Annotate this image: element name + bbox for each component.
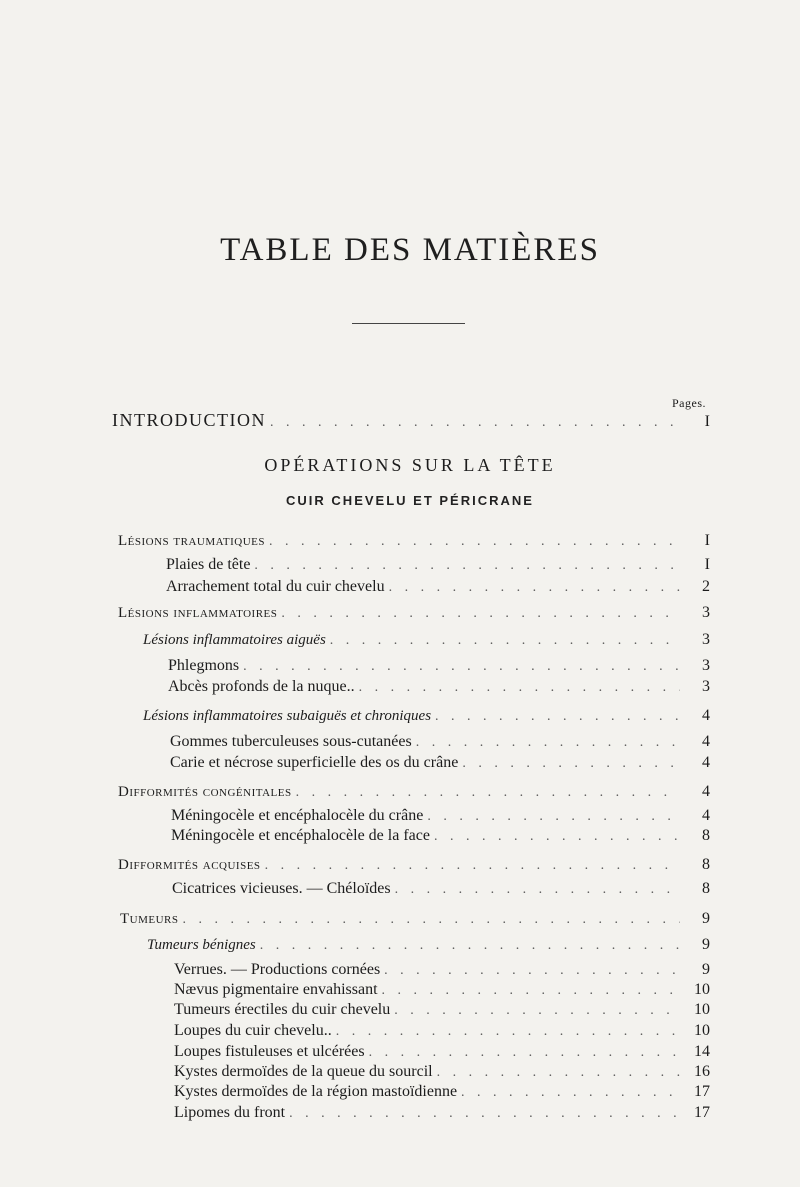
- toc-entry-label: Plaies de tête: [166, 556, 251, 573]
- toc-entry-label: Tumeurs: [120, 911, 179, 927]
- title-divider: [352, 323, 465, 324]
- dot-leader: [461, 1083, 680, 1103]
- toc-entry-page: 4: [702, 707, 710, 724]
- toc-entry-label: Carie et nécrose superficielle des os du crâne: [170, 754, 459, 771]
- toc-entry-label: Abcès profonds de la nuque..: [168, 678, 355, 695]
- toc-entry: [143, 706, 710, 727]
- toc-entry: [174, 1000, 710, 1021]
- dot-leader: [289, 1104, 680, 1124]
- toc-entry-label: Méningocèle et encéphalocèle du crâne: [171, 807, 424, 824]
- toc-entry-page: I: [704, 556, 710, 573]
- dot-leader: [416, 733, 680, 753]
- toc-entry: [118, 782, 710, 803]
- toc-entry: [174, 1103, 710, 1124]
- toc-entry: [143, 630, 710, 651]
- toc-entry-page: 9: [702, 910, 710, 927]
- toc-entry: [174, 960, 710, 981]
- dot-leader: [269, 532, 680, 552]
- dot-leader: [437, 1063, 680, 1083]
- toc-entry-page: 2: [702, 578, 710, 595]
- page-title: TABLE DES MATIÈRES: [220, 232, 600, 268]
- dot-leader: [260, 936, 680, 956]
- toc-entry: [166, 577, 710, 598]
- toc-entry-page: I: [704, 413, 710, 430]
- toc-entry: [147, 935, 710, 956]
- toc-entry-label: Tumeurs bénignes: [147, 937, 256, 953]
- toc-entry-page: 14: [694, 1043, 710, 1060]
- dot-leader: [369, 1043, 680, 1063]
- toc-entry: [170, 753, 710, 774]
- toc-entry-page: 3: [702, 678, 710, 695]
- toc-entry-page: 4: [702, 733, 710, 750]
- section-title: OPÉRATIONS SUR LA TÊTE: [264, 455, 556, 475]
- toc-entry-page: 8: [702, 827, 710, 844]
- toc-entry-page: 9: [702, 936, 710, 953]
- toc-entry-page: 3: [702, 604, 710, 621]
- toc-entry-page: 4: [702, 807, 710, 824]
- toc-entry-page: 8: [702, 880, 710, 897]
- toc-entry-label: Lipomes du front: [174, 1104, 286, 1121]
- toc-entry-label: Verrues. — Productions cornées: [174, 961, 381, 978]
- toc-entry-page: 4: [702, 754, 710, 771]
- toc-entry-page: 9: [702, 961, 710, 978]
- toc-entry-page: 10: [694, 981, 710, 998]
- toc-entry: [174, 980, 710, 1001]
- dot-leader: [296, 783, 680, 803]
- dot-leader: [254, 556, 680, 576]
- toc-entry-label: Difformités acquises: [118, 857, 261, 873]
- toc-entry-page: 10: [694, 1001, 710, 1018]
- dot-leader: [270, 413, 680, 433]
- toc-entry-label: Tumeurs érectiles du cuir chevelu: [174, 1001, 391, 1018]
- toc-entry-label: Méningocèle et encéphalocèle de la face: [171, 827, 430, 844]
- toc-entry-label: INTRODUCTION: [112, 410, 266, 430]
- toc-entry-label: Cicatrices vicieuses. — Chéloïdes: [172, 880, 391, 897]
- toc-entry-label: Loupes du cuir chevelu..: [174, 1022, 332, 1039]
- toc-entry-label: Kystes dermoïdes de la queue du sourcil: [174, 1063, 433, 1080]
- dot-leader: [427, 807, 680, 827]
- toc-entry: [118, 855, 710, 876]
- toc-entry-page: I: [704, 532, 710, 549]
- toc-entry-page: 17: [694, 1104, 710, 1121]
- dot-leader: [183, 910, 680, 930]
- dot-leader: [336, 1022, 680, 1042]
- toc-entry-label: Lésions inflammatoires: [118, 605, 278, 621]
- toc-entry: [168, 656, 710, 677]
- toc-entry: [118, 603, 710, 624]
- dot-leader: [281, 604, 680, 624]
- toc-entry: [174, 1082, 710, 1103]
- toc-entry-page: 4: [702, 783, 710, 800]
- toc-entry-page: 10: [694, 1022, 710, 1039]
- dot-leader: [384, 961, 680, 981]
- toc-entry: [174, 1042, 710, 1063]
- dot-leader: [434, 827, 680, 847]
- dot-leader: [394, 1001, 680, 1021]
- dot-leader: [395, 880, 680, 900]
- toc-entry-label: Nævus pigmentaire envahissant: [174, 981, 378, 998]
- dot-leader: [382, 981, 680, 1001]
- toc-entry: [168, 677, 710, 698]
- dot-leader: [265, 856, 680, 876]
- dot-leader: [243, 657, 680, 677]
- toc-entry-label: Arrachement total du cuir chevelu: [166, 578, 385, 595]
- toc-entry: [174, 1062, 710, 1083]
- toc-entry-introduction: [112, 410, 710, 433]
- dot-leader: [359, 678, 680, 698]
- toc-entry-page: 16: [694, 1063, 710, 1080]
- dot-leader: [330, 631, 680, 651]
- toc-entry: [171, 826, 710, 847]
- toc-entry-label: Phlegmons: [168, 657, 240, 674]
- toc-entry-label: Lésions traumatiques: [118, 533, 265, 549]
- toc-entry-page: 3: [702, 657, 710, 674]
- dot-leader: [462, 754, 680, 774]
- toc-entry-page: 8: [702, 856, 710, 873]
- toc-entry-page: 3: [702, 631, 710, 648]
- pages-column-label: Pages.: [672, 396, 706, 410]
- toc-entry-label: Lésions inflammatoires aiguës: [143, 632, 326, 648]
- subsection-title: CUIR CHEVELU ET PÉRICRANE: [286, 493, 534, 508]
- toc-entry-label: Loupes fistuleuses et ulcérées: [174, 1043, 365, 1060]
- toc-entry-label: Difformités congénitales: [118, 784, 292, 800]
- toc-entry: [171, 806, 710, 827]
- toc-entry: [120, 909, 710, 930]
- dot-leader: [435, 707, 680, 727]
- toc-entry: [118, 531, 710, 552]
- dot-leader: [389, 578, 680, 598]
- toc-entry: [172, 879, 710, 900]
- toc-entry: [174, 1021, 710, 1042]
- toc-entry-label: Gommes tuberculeuses sous-cutanées: [170, 733, 412, 750]
- toc-entry-page: 17: [694, 1083, 710, 1100]
- toc-entry-label: Lésions inflammatoires subaiguës et chroniques: [143, 708, 432, 724]
- toc-entry-label: Kystes dermoïdes de la région mastoïdienne: [174, 1083, 458, 1100]
- toc-entry: [170, 732, 710, 753]
- toc-entry: [166, 555, 710, 576]
